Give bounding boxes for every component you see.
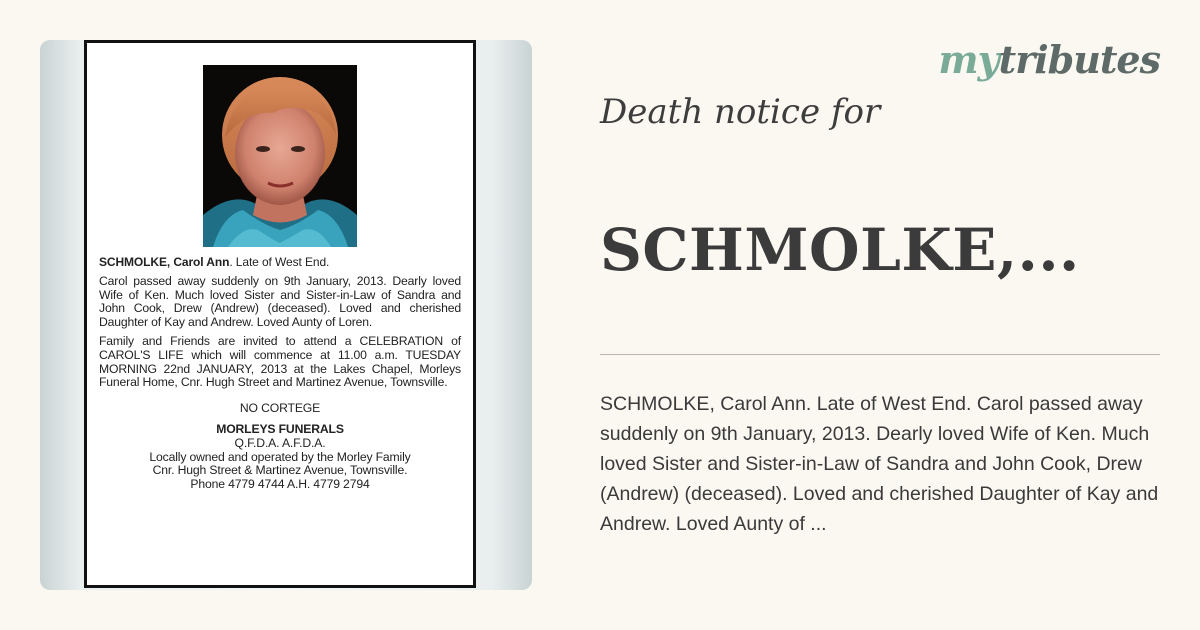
- notice-paragraph-1: Carol passed away suddenly on 9th January, 2013. Dearly loved Wife of Ken. Much loved Sister and Sister-in-Law of Sandra and John Cook, Drew (Andrew) (deceased). Loved and cherished Daughter of Kay and Andrew. Loved Aunty of Loren.: [99, 274, 461, 329]
- newspaper-clipping: [84, 40, 476, 588]
- divider: [600, 354, 1160, 355]
- notice-cortege: NO CORTEGE: [239, 400, 321, 415]
- notice-qfda: Q.F.D.A. A.F.D.A.: [234, 435, 326, 450]
- mytributes-logo[interactable]: [938, 38, 1160, 82]
- notice-name-suffix: . Late of West End.: [229, 255, 330, 269]
- kicker-text: Death notice for: [600, 92, 881, 132]
- notice-name-line: [99, 255, 461, 269]
- notice-owned: Locally owned and operated by the Morley Family: [149, 449, 411, 464]
- page-title: SCHMOLKE,...: [600, 216, 1080, 284]
- notice-card: [40, 40, 532, 590]
- notice-summary: SCHMOLKE, Carol Ann. Late of West End. Carol passed away suddenly on 9th January, 2013. Dearly loved Wife of Ken. Much loved Sister and Sister-in-Law of Sandra and John Cook, Drew (Andrew) (deceased). Loved and cherished Daughter of Kay and Andrew. Loved Aunty of ...: [600, 393, 1159, 535]
- logo-my: my: [938, 37, 999, 82]
- notice-name: SCHMOLKE, Carol Ann: [99, 255, 230, 269]
- notice-funerals: MORLEYS FUNERALS: [216, 422, 344, 437]
- logo-tributes: tributes: [998, 37, 1160, 82]
- notice-address: Cnr. Hugh Street & Martinez Avenue, Townsville.: [152, 463, 408, 478]
- portrait-image: [203, 65, 357, 247]
- notice-phone: Phone 4779 4744 A.H. 4779 2794: [190, 476, 370, 491]
- portrait-photo: [203, 65, 357, 247]
- notice-paragraph-2: Family and Friends are invited to attend a CELEBRATION of CAROL'S LIFE which will commence at 11.00 a.m. TUESDAY MORNING 22nd JANUARY, 2013 at the Lakes Chapel, Morleys Funeral Home, Cnr. Hugh Street and Martinez Avenue, Townsville.: [99, 334, 461, 390]
